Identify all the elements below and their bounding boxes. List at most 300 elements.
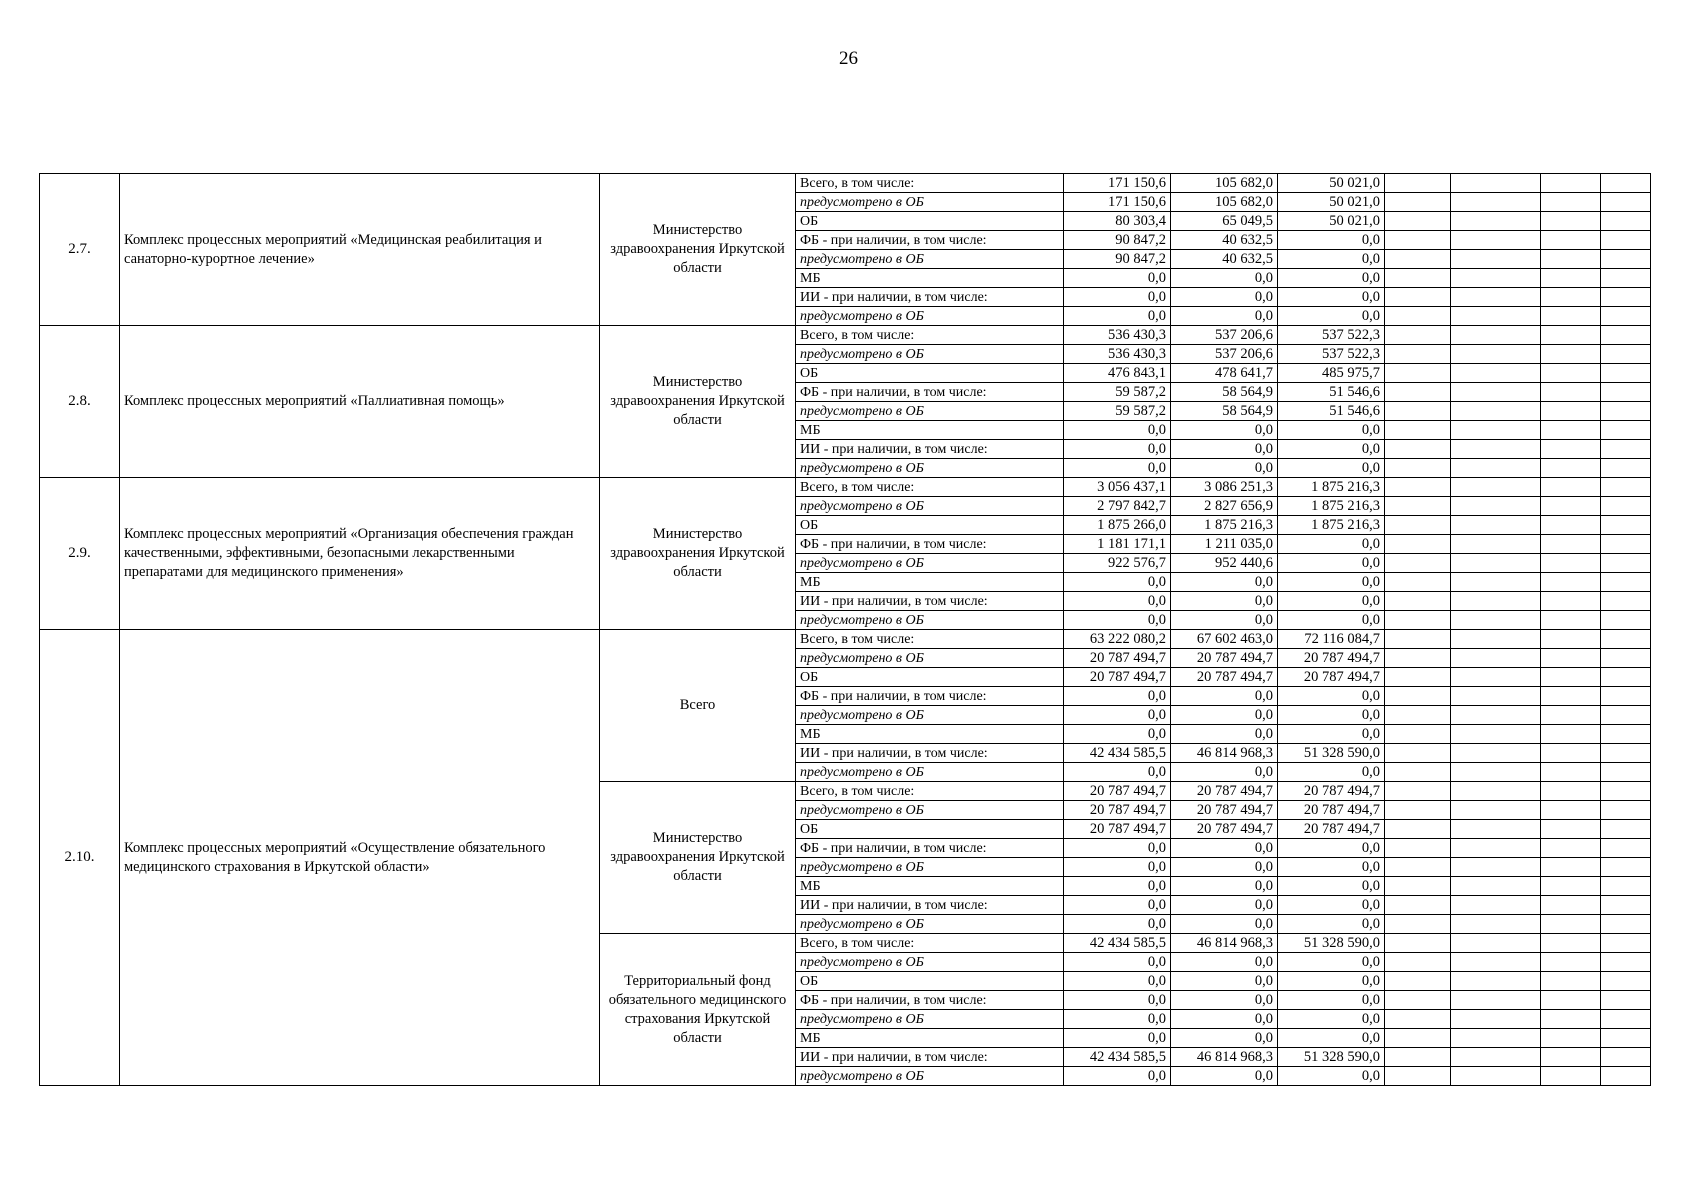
empty-cell <box>1601 326 1651 345</box>
funding-source-label: ФБ - при наличии, в том числе: <box>796 231 1064 250</box>
empty-cell <box>1541 383 1601 402</box>
empty-cell <box>1451 839 1541 858</box>
amount-cell: 0,0 <box>1171 1029 1278 1048</box>
funding-source-label: предусмотрено в ОБ <box>796 250 1064 269</box>
amount-cell: 0,0 <box>1171 1010 1278 1029</box>
empty-cell <box>1385 212 1451 231</box>
empty-cell <box>1385 877 1451 896</box>
amount-cell: 0,0 <box>1064 269 1171 288</box>
empty-cell <box>1451 478 1541 497</box>
amount-cell: 90 847,2 <box>1064 231 1171 250</box>
table-row <box>40 326 1651 345</box>
empty-cell <box>1385 573 1451 592</box>
amount-cell: 0,0 <box>1064 858 1171 877</box>
amount-cell: 51 328 590,0 <box>1278 1048 1385 1067</box>
empty-cell <box>1601 934 1651 953</box>
funding-source-label: Всего, в том числе: <box>796 174 1064 193</box>
amount-cell: 0,0 <box>1278 687 1385 706</box>
amount-cell: 2 827 656,9 <box>1171 497 1278 516</box>
funding-source-label: МБ <box>796 421 1064 440</box>
empty-cell <box>1601 611 1651 630</box>
funding-source-label: МБ <box>796 877 1064 896</box>
amount-cell: 58 564,9 <box>1171 402 1278 421</box>
empty-cell <box>1451 668 1541 687</box>
empty-cell <box>1601 364 1651 383</box>
empty-cell <box>1541 288 1601 307</box>
empty-cell <box>1451 250 1541 269</box>
funding-source-label: предусмотрено в ОБ <box>796 858 1064 877</box>
amount-cell: 0,0 <box>1171 858 1278 877</box>
funding-source-label: МБ <box>796 725 1064 744</box>
amount-cell: 0,0 <box>1171 440 1278 459</box>
empty-cell <box>1451 896 1541 915</box>
amount-cell: 1 875 216,3 <box>1278 478 1385 497</box>
amount-cell: 0,0 <box>1278 535 1385 554</box>
amount-cell: 0,0 <box>1064 839 1171 858</box>
empty-cell <box>1601 991 1651 1010</box>
amount-cell: 20 787 494,7 <box>1278 782 1385 801</box>
amount-cell: 0,0 <box>1278 573 1385 592</box>
funding-source-label: предусмотрено в ОБ <box>796 801 1064 820</box>
empty-cell <box>1541 307 1601 326</box>
empty-cell <box>1541 402 1601 421</box>
empty-cell <box>1541 231 1601 250</box>
amount-cell: 50 021,0 <box>1278 193 1385 212</box>
empty-cell <box>1541 459 1601 478</box>
amount-cell: 20 787 494,7 <box>1064 782 1171 801</box>
empty-cell <box>1601 820 1651 839</box>
empty-cell <box>1541 725 1601 744</box>
empty-cell <box>1451 421 1541 440</box>
empty-cell <box>1385 858 1451 877</box>
amount-cell: 0,0 <box>1171 896 1278 915</box>
amount-cell: 0,0 <box>1171 877 1278 896</box>
empty-cell <box>1601 1067 1651 1086</box>
funding-source-label: ОБ <box>796 668 1064 687</box>
amount-cell: 0,0 <box>1278 725 1385 744</box>
amount-cell: 0,0 <box>1278 877 1385 896</box>
amount-cell: 0,0 <box>1278 896 1385 915</box>
amount-cell: 3 086 251,3 <box>1171 478 1278 497</box>
amount-cell: 0,0 <box>1171 269 1278 288</box>
amount-cell: 1 181 171,1 <box>1064 535 1171 554</box>
amount-cell: 20 787 494,7 <box>1278 649 1385 668</box>
funding-source-label: предусмотрено в ОБ <box>796 307 1064 326</box>
empty-cell <box>1451 193 1541 212</box>
amount-cell: 0,0 <box>1171 687 1278 706</box>
empty-cell <box>1385 668 1451 687</box>
empty-cell <box>1385 250 1451 269</box>
empty-cell <box>1601 554 1651 573</box>
empty-cell <box>1541 497 1601 516</box>
empty-cell <box>1451 345 1541 364</box>
amount-cell: 0,0 <box>1064 687 1171 706</box>
funding-source-label: ИИ - при наличии, в том числе: <box>796 592 1064 611</box>
page-number: 26 <box>839 48 858 69</box>
empty-cell <box>1601 383 1651 402</box>
amount-cell: 0,0 <box>1278 421 1385 440</box>
empty-cell <box>1601 174 1651 193</box>
empty-cell <box>1451 535 1541 554</box>
amount-cell: 0,0 <box>1171 839 1278 858</box>
funding-source-label: ФБ - при наличии, в том числе: <box>796 839 1064 858</box>
empty-cell <box>1541 763 1601 782</box>
amount-cell: 0,0 <box>1278 953 1385 972</box>
amount-cell: 20 787 494,7 <box>1171 668 1278 687</box>
empty-cell <box>1541 554 1601 573</box>
amount-cell: 51 328 590,0 <box>1278 744 1385 763</box>
empty-cell <box>1601 801 1651 820</box>
amount-cell: 536 430,3 <box>1064 326 1171 345</box>
funding-source-label: предусмотрено в ОБ <box>796 497 1064 516</box>
amount-cell: 0,0 <box>1278 250 1385 269</box>
empty-cell <box>1541 193 1601 212</box>
empty-cell <box>1451 706 1541 725</box>
amount-cell: 40 632,5 <box>1171 231 1278 250</box>
empty-cell <box>1601 915 1651 934</box>
empty-cell <box>1385 592 1451 611</box>
amount-cell: 0,0 <box>1278 972 1385 991</box>
empty-cell <box>1541 896 1601 915</box>
empty-cell <box>1451 174 1541 193</box>
amount-cell: 0,0 <box>1064 288 1171 307</box>
empty-cell <box>1385 1067 1451 1086</box>
empty-cell <box>1451 497 1541 516</box>
empty-cell <box>1385 953 1451 972</box>
empty-cell <box>1451 592 1541 611</box>
section-number: 2.7. <box>40 174 120 326</box>
amount-cell: 0,0 <box>1064 763 1171 782</box>
amount-cell: 3 056 437,1 <box>1064 478 1171 497</box>
amount-cell: 0,0 <box>1278 231 1385 250</box>
funding-source-label: предусмотрено в ОБ <box>796 706 1064 725</box>
amount-cell: 58 564,9 <box>1171 383 1278 402</box>
empty-cell <box>1541 326 1601 345</box>
empty-cell <box>1385 383 1451 402</box>
empty-cell <box>1601 573 1651 592</box>
empty-cell <box>1385 307 1451 326</box>
amount-cell: 536 430,3 <box>1064 345 1171 364</box>
amount-cell: 0,0 <box>1278 858 1385 877</box>
amount-cell: 0,0 <box>1278 288 1385 307</box>
empty-cell <box>1601 858 1651 877</box>
amount-cell: 0,0 <box>1064 611 1171 630</box>
amount-cell: 0,0 <box>1064 1010 1171 1029</box>
table-row <box>40 478 1651 497</box>
empty-cell <box>1385 326 1451 345</box>
empty-cell <box>1451 326 1541 345</box>
amount-cell: 0,0 <box>1064 991 1171 1010</box>
empty-cell <box>1541 345 1601 364</box>
funding-source-label: МБ <box>796 573 1064 592</box>
empty-cell <box>1451 288 1541 307</box>
funding-source-label: ФБ - при наличии, в том числе: <box>796 383 1064 402</box>
amount-cell: 46 814 968,3 <box>1171 934 1278 953</box>
empty-cell <box>1541 269 1601 288</box>
empty-cell <box>1541 535 1601 554</box>
empty-cell <box>1385 649 1451 668</box>
empty-cell <box>1385 744 1451 763</box>
amount-cell: 50 021,0 <box>1278 212 1385 231</box>
empty-cell <box>1385 402 1451 421</box>
amount-cell: 51 328 590,0 <box>1278 934 1385 953</box>
empty-cell <box>1385 1029 1451 1048</box>
empty-cell <box>1451 402 1541 421</box>
empty-cell <box>1385 174 1451 193</box>
amount-cell: 1 875 216,3 <box>1278 516 1385 535</box>
empty-cell <box>1541 858 1601 877</box>
funding-source-label: ФБ - при наличии, в том числе: <box>796 535 1064 554</box>
empty-cell <box>1451 1067 1541 1086</box>
funding-source-label: ОБ <box>796 516 1064 535</box>
amount-cell: 0,0 <box>1064 877 1171 896</box>
amount-cell: 20 787 494,7 <box>1278 668 1385 687</box>
funding-source-label: МБ <box>796 269 1064 288</box>
amount-cell: 0,0 <box>1278 1029 1385 1048</box>
section-name: Комплекс процессных мероприятий «Осуществление обязательного медицинского страхования в Иркутской области» <box>120 630 600 1086</box>
empty-cell <box>1451 782 1541 801</box>
funding-source-label: ИИ - при наличии, в том числе: <box>796 744 1064 763</box>
empty-cell <box>1601 706 1651 725</box>
amount-cell: 0,0 <box>1064 706 1171 725</box>
empty-cell <box>1541 573 1601 592</box>
executor-name: Министерство здравоохранения Иркутской области <box>600 478 796 630</box>
empty-cell <box>1601 440 1651 459</box>
empty-cell <box>1385 345 1451 364</box>
empty-cell <box>1385 288 1451 307</box>
amount-cell: 42 434 585,5 <box>1064 934 1171 953</box>
table-row <box>40 174 1651 193</box>
amount-cell: 72 116 084,7 <box>1278 630 1385 649</box>
empty-cell <box>1385 706 1451 725</box>
empty-cell <box>1601 896 1651 915</box>
funding-source-label: Всего, в том числе: <box>796 478 1064 497</box>
amount-cell: 0,0 <box>1064 307 1171 326</box>
empty-cell <box>1385 459 1451 478</box>
amount-cell: 0,0 <box>1278 839 1385 858</box>
amount-cell: 0,0 <box>1064 1029 1171 1048</box>
amount-cell: 0,0 <box>1171 459 1278 478</box>
executor-name: Министерство здравоохранения Иркутской области <box>600 174 796 326</box>
empty-cell <box>1451 744 1541 763</box>
funding-source-label: предусмотрено в ОБ <box>796 554 1064 573</box>
amount-cell: 46 814 968,3 <box>1171 744 1278 763</box>
empty-cell <box>1451 630 1541 649</box>
amount-cell: 63 222 080,2 <box>1064 630 1171 649</box>
amount-cell: 0,0 <box>1064 915 1171 934</box>
empty-cell <box>1385 421 1451 440</box>
executor-name: Территориальный фонд обязательного медицинского страхования Иркутской области <box>600 934 796 1086</box>
amount-cell: 42 434 585,5 <box>1064 744 1171 763</box>
empty-cell <box>1451 915 1541 934</box>
funding-source-label: ИИ - при наличии, в том числе: <box>796 896 1064 915</box>
empty-cell <box>1385 782 1451 801</box>
empty-cell <box>1601 668 1651 687</box>
empty-cell <box>1541 991 1601 1010</box>
empty-cell <box>1451 972 1541 991</box>
amount-cell: 0,0 <box>1278 307 1385 326</box>
amount-cell: 0,0 <box>1064 592 1171 611</box>
empty-cell <box>1541 668 1601 687</box>
amount-cell: 952 440,6 <box>1171 554 1278 573</box>
empty-cell <box>1541 174 1601 193</box>
section-number: 2.8. <box>40 326 120 478</box>
empty-cell <box>1601 953 1651 972</box>
amount-cell: 20 787 494,7 <box>1171 820 1278 839</box>
empty-cell <box>1451 440 1541 459</box>
funding-source-label: предусмотрено в ОБ <box>796 611 1064 630</box>
empty-cell <box>1385 972 1451 991</box>
amount-cell: 0,0 <box>1278 706 1385 725</box>
funding-source-label: ФБ - при наличии, в том числе: <box>796 991 1064 1010</box>
amount-cell: 20 787 494,7 <box>1278 801 1385 820</box>
empty-cell <box>1385 763 1451 782</box>
funding-source-label: предусмотрено в ОБ <box>796 459 1064 478</box>
empty-cell <box>1601 269 1651 288</box>
funding-source-label: предусмотрено в ОБ <box>796 402 1064 421</box>
amount-cell: 0,0 <box>1064 953 1171 972</box>
amount-cell: 0,0 <box>1171 706 1278 725</box>
empty-cell <box>1541 953 1601 972</box>
amount-cell: 0,0 <box>1171 592 1278 611</box>
empty-cell <box>1601 535 1651 554</box>
empty-cell <box>1385 440 1451 459</box>
empty-cell <box>1541 364 1601 383</box>
amount-cell: 0,0 <box>1278 915 1385 934</box>
amount-cell: 50 021,0 <box>1278 174 1385 193</box>
empty-cell <box>1451 1010 1541 1029</box>
funding-source-label: предусмотрено в ОБ <box>796 1067 1064 1086</box>
empty-cell <box>1601 288 1651 307</box>
empty-cell <box>1541 1029 1601 1048</box>
amount-cell: 0,0 <box>1171 611 1278 630</box>
amount-cell: 0,0 <box>1064 440 1171 459</box>
amount-cell: 80 303,4 <box>1064 212 1171 231</box>
empty-cell <box>1601 307 1651 326</box>
empty-cell <box>1451 307 1541 326</box>
empty-cell <box>1451 801 1541 820</box>
empty-cell <box>1451 763 1541 782</box>
empty-cell <box>1541 915 1601 934</box>
funding-source-label: ФБ - при наличии, в том числе: <box>796 687 1064 706</box>
funding-source-label: МБ <box>796 1029 1064 1048</box>
table-row <box>40 630 1651 649</box>
funding-source-label: Всего, в том числе: <box>796 630 1064 649</box>
empty-cell <box>1451 953 1541 972</box>
empty-cell <box>1451 269 1541 288</box>
amount-cell: 0,0 <box>1278 440 1385 459</box>
funding-source-label: Всего, в том числе: <box>796 782 1064 801</box>
empty-cell <box>1385 725 1451 744</box>
amount-cell: 105 682,0 <box>1171 174 1278 193</box>
amount-cell: 67 602 463,0 <box>1171 630 1278 649</box>
budget-table <box>39 173 1651 1086</box>
empty-cell <box>1541 649 1601 668</box>
empty-cell <box>1385 801 1451 820</box>
empty-cell <box>1541 801 1601 820</box>
amount-cell: 59 587,2 <box>1064 383 1171 402</box>
amount-cell: 90 847,2 <box>1064 250 1171 269</box>
empty-cell <box>1451 858 1541 877</box>
empty-cell <box>1385 820 1451 839</box>
empty-cell <box>1601 877 1651 896</box>
empty-cell <box>1451 1029 1541 1048</box>
funding-source-label: предусмотрено в ОБ <box>796 649 1064 668</box>
amount-cell: 0,0 <box>1171 307 1278 326</box>
amount-cell: 51 546,6 <box>1278 402 1385 421</box>
empty-cell <box>1601 649 1651 668</box>
amount-cell: 105 682,0 <box>1171 193 1278 212</box>
section-name: Комплекс процессных мероприятий «Паллиативная помощь» <box>120 326 600 478</box>
empty-cell <box>1601 744 1651 763</box>
empty-cell <box>1541 782 1601 801</box>
amount-cell: 0,0 <box>1064 573 1171 592</box>
amount-cell: 0,0 <box>1064 972 1171 991</box>
empty-cell <box>1601 725 1651 744</box>
funding-source-label: предусмотрено в ОБ <box>796 345 1064 364</box>
empty-cell <box>1541 212 1601 231</box>
empty-cell <box>1385 535 1451 554</box>
amount-cell: 0,0 <box>1278 1067 1385 1086</box>
empty-cell <box>1385 934 1451 953</box>
amount-cell: 1 875 266,0 <box>1064 516 1171 535</box>
amount-cell: 0,0 <box>1171 288 1278 307</box>
empty-cell <box>1385 364 1451 383</box>
empty-cell <box>1541 478 1601 497</box>
empty-cell <box>1601 250 1651 269</box>
empty-cell <box>1541 1048 1601 1067</box>
amount-cell: 0,0 <box>1278 554 1385 573</box>
empty-cell <box>1385 1010 1451 1029</box>
empty-cell <box>1601 345 1651 364</box>
amount-cell: 1 875 216,3 <box>1171 516 1278 535</box>
empty-cell <box>1541 1010 1601 1029</box>
empty-cell <box>1451 573 1541 592</box>
empty-cell <box>1601 687 1651 706</box>
empty-cell <box>1541 744 1601 763</box>
funding-source-label: ИИ - при наличии, в том числе: <box>796 288 1064 307</box>
empty-cell <box>1385 193 1451 212</box>
amount-cell: 0,0 <box>1171 725 1278 744</box>
empty-cell <box>1451 459 1541 478</box>
amount-cell: 0,0 <box>1171 763 1278 782</box>
empty-cell <box>1451 1048 1541 1067</box>
amount-cell: 0,0 <box>1064 896 1171 915</box>
amount-cell: 478 641,7 <box>1171 364 1278 383</box>
empty-cell <box>1601 782 1651 801</box>
empty-cell <box>1385 687 1451 706</box>
empty-cell <box>1451 934 1541 953</box>
amount-cell: 171 150,6 <box>1064 193 1171 212</box>
funding-source-label: ИИ - при наличии, в том числе: <box>796 440 1064 459</box>
empty-cell <box>1451 554 1541 573</box>
amount-cell: 537 522,3 <box>1278 345 1385 364</box>
empty-cell <box>1385 269 1451 288</box>
section-name: Комплекс процессных мероприятий «Медицинская реабилитация и санаторно-курортное лечение» <box>120 174 600 326</box>
empty-cell <box>1451 820 1541 839</box>
amount-cell: 20 787 494,7 <box>1064 820 1171 839</box>
empty-cell <box>1541 516 1601 535</box>
empty-cell <box>1601 516 1651 535</box>
empty-cell <box>1541 839 1601 858</box>
table-body <box>40 174 1651 1086</box>
funding-source-label: ОБ <box>796 972 1064 991</box>
empty-cell <box>1541 630 1601 649</box>
empty-cell <box>1385 478 1451 497</box>
empty-cell <box>1601 1048 1651 1067</box>
amount-cell: 20 787 494,7 <box>1171 649 1278 668</box>
amount-cell: 2 797 842,7 <box>1064 497 1171 516</box>
